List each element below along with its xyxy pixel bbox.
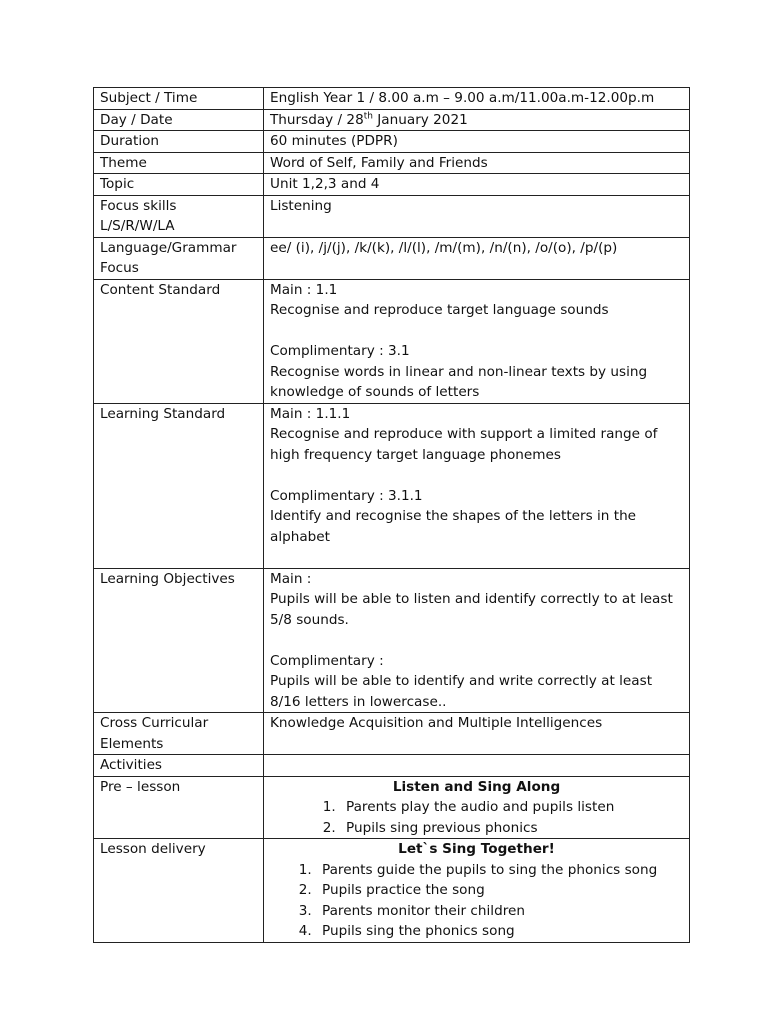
day-date-suffix: January 2021 — [372, 111, 468, 128]
learning-standard-main-heading: Main : 1.1.1 — [270, 405, 351, 422]
row-language-focus — [94, 237, 690, 279]
list-item: 1. Parents play the audio and pupils listen — [340, 797, 683, 818]
learning-standard-comp-text: Identify and recognise the shapes of the letters in the alphabet — [270, 508, 637, 545]
row-subject-time — [94, 88, 690, 110]
row-day-date — [94, 109, 690, 131]
topic-label: Topic — [94, 174, 264, 196]
content-standard-comp-text: Recognise words in linear and non-linear texts by using knowledge of sounds of letters — [270, 363, 648, 400]
focus-skills-label-line1: Focus skills — [100, 197, 177, 214]
cross-curricular-label — [94, 713, 264, 755]
row-activities — [94, 755, 690, 777]
content-standard-comp-heading: Complimentary : 3.1 — [270, 343, 410, 359]
learning-objectives-value — [264, 568, 690, 713]
language-focus-label-line1: Language/Grammar — [100, 239, 237, 256]
lesson-delivery-title: Let`s Sing Together! — [398, 841, 555, 857]
learning-objectives-comp-text: Pupils will be able to identify and write correctly at least 8/16 letters in lowercase.. — [270, 673, 653, 710]
pre-lesson-value — [264, 776, 690, 839]
focus-skills-label-line2: L/S/R/W/LA — [100, 218, 175, 234]
row-learning-objectives — [94, 568, 690, 713]
learning-objectives-main-heading: Main : — [270, 570, 312, 587]
lesson-plan-table — [93, 87, 690, 943]
learning-objectives-comp-heading: Complimentary : — [270, 652, 384, 669]
row-content-standard — [94, 279, 690, 403]
list-item: 3. Parents monitor their children — [316, 901, 683, 922]
learning-standard-comp-heading: Complimentary : 3.1.1 — [270, 487, 423, 504]
content-standard-main-text: Recognise and reproduce target language sounds — [270, 302, 609, 318]
row-cross-curricular — [94, 713, 690, 755]
pre-lesson-list — [270, 797, 683, 838]
activities-value — [264, 755, 690, 777]
list-item: 2. Pupils sing previous phonics — [340, 818, 683, 839]
lesson-delivery-value — [264, 839, 690, 943]
pre-lesson-label: Pre – lesson — [94, 776, 264, 839]
row-lesson-delivery — [94, 839, 690, 943]
language-focus-label — [94, 237, 264, 279]
learning-objectives-main-text: Pupils will be able to listen and identify correctly to at least 5/8 sounds. — [270, 591, 673, 628]
pre-lesson-title: Listen and Sing Along — [392, 778, 561, 795]
learning-standard-value — [264, 403, 690, 568]
duration-label: Duration — [94, 131, 264, 153]
list-item: 2. Pupils practice the song — [316, 880, 683, 901]
lesson-delivery-label: Lesson delivery — [94, 839, 264, 943]
language-focus-value: ee/ (i), /j/(j), /k/(k), /l/(l), /m/(m), /n/(n), /o/(o), /p/(p) — [264, 237, 690, 279]
focus-skills-label — [94, 195, 264, 237]
list-item: 1. Parents guide the pupils to sing the phonics song — [316, 860, 683, 881]
theme-label: Theme — [94, 152, 264, 174]
row-learning-standard — [94, 403, 690, 568]
day-date-prefix: Thursday / 28 — [270, 111, 364, 128]
lesson-delivery-list — [270, 860, 683, 942]
subject-time-label: Subject / Time — [94, 88, 264, 110]
subject-time-value: English Year 1 / 8.00 a.m – 9.00 a.m/11.00a.m-12.00p.m — [264, 88, 690, 110]
learning-standard-main-text: Recognise and reproduce with support a limited range of high frequency target language phonemes — [270, 426, 658, 463]
cross-curricular-label-line2: Elements — [100, 735, 164, 752]
day-date-ordinal: th — [363, 110, 373, 121]
day-date-value — [264, 109, 690, 131]
learning-standard-label: Learning Standard — [94, 403, 264, 568]
content-standard-label: Content Standard — [94, 279, 264, 403]
day-date-label: Day / Date — [94, 109, 264, 131]
duration-value: 60 minutes (PDPR) — [264, 131, 690, 153]
content-standard-main-heading: Main : 1.1 — [270, 281, 338, 298]
cross-curricular-label-line1: Cross Curricular — [100, 715, 209, 731]
row-theme — [94, 152, 690, 174]
row-focus-skills — [94, 195, 690, 237]
language-focus-label-line2: Focus — [100, 260, 139, 276]
topic-value: Unit 1,2,3 and 4 — [264, 174, 690, 196]
row-pre-lesson — [94, 776, 690, 839]
row-duration — [94, 131, 690, 153]
row-topic — [94, 174, 690, 196]
list-item: 4. Pupils sing the phonics song — [316, 921, 683, 942]
content-standard-value — [264, 279, 690, 403]
theme-value: Word of Self, Family and Friends — [264, 152, 690, 174]
focus-skills-value: Listening — [264, 195, 690, 237]
cross-curricular-value: Knowledge Acquisition and Multiple Intelligences — [264, 713, 690, 755]
learning-objectives-label: Learning Objectives — [94, 568, 264, 713]
activities-label: Activities — [94, 755, 264, 777]
